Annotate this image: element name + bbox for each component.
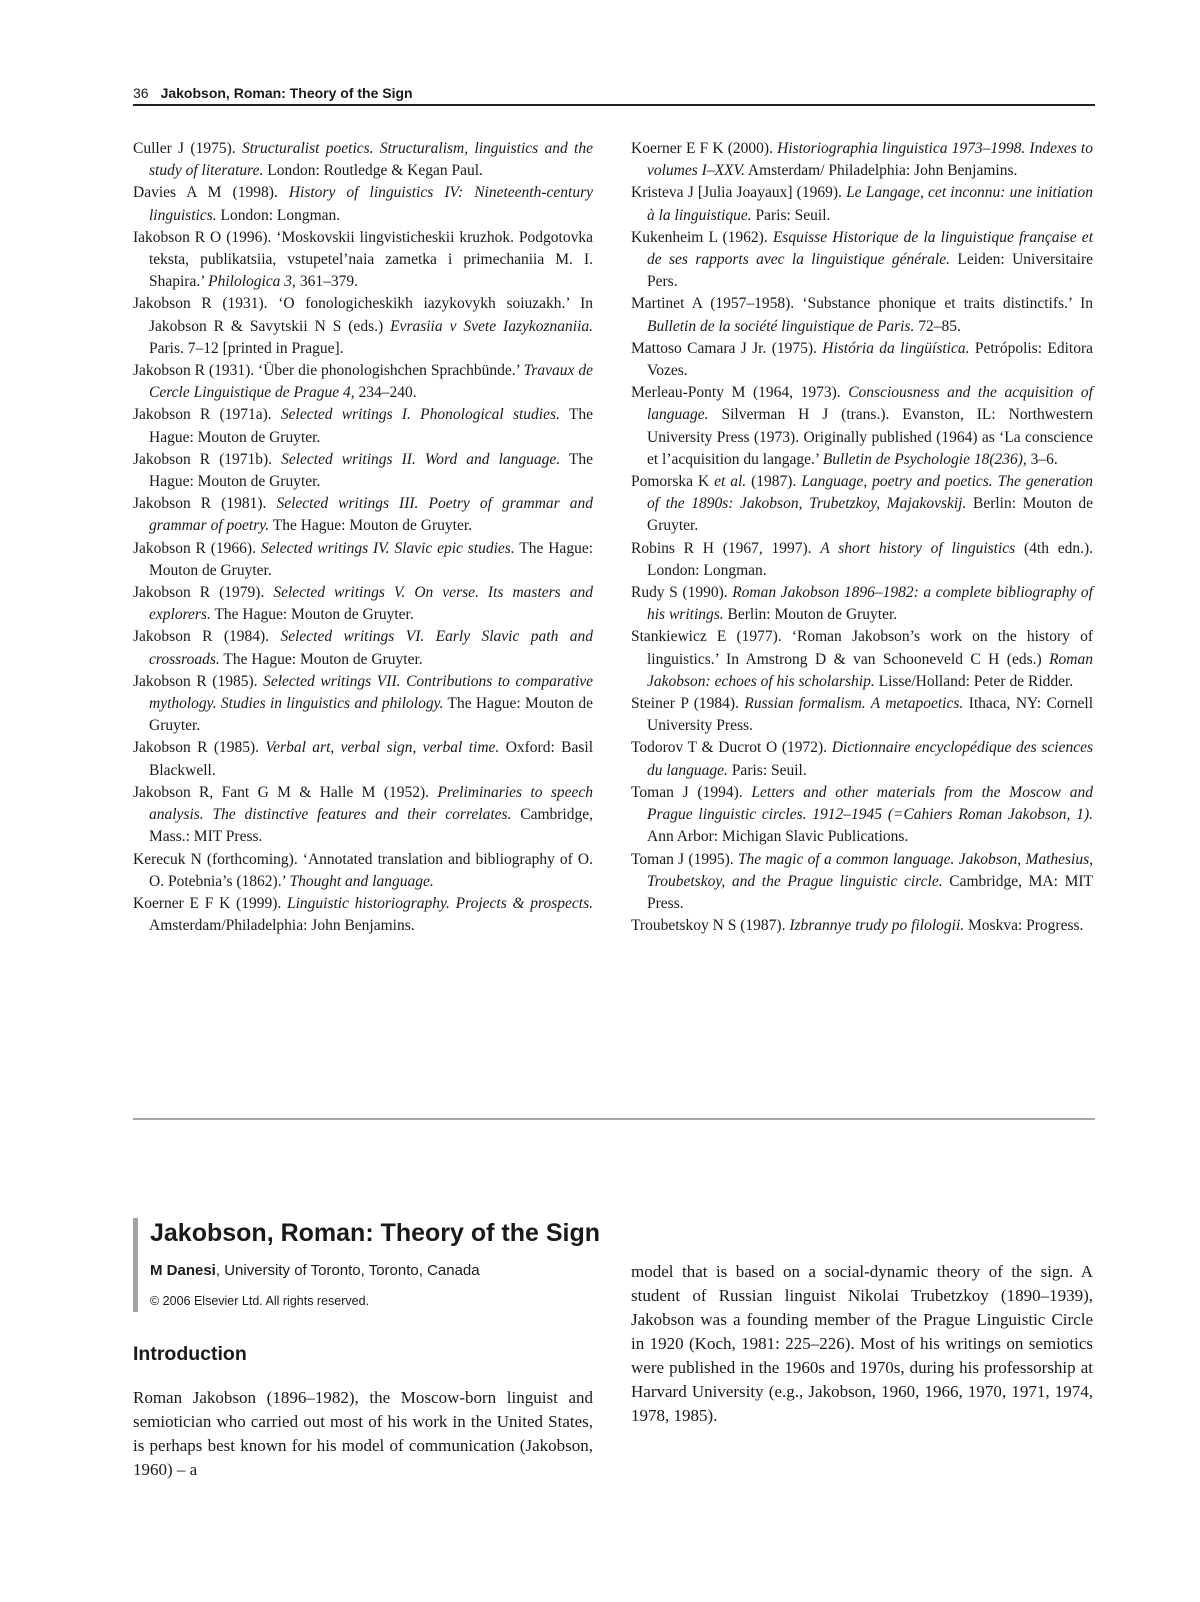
references-right-column xyxy=(631,138,1093,937)
reference-entry: Kerecuk N (forthcoming). ‘Annotated translation and bibliography of O. O. Potebnia’s (1862).’ Thought and language. xyxy=(133,850,593,890)
article-title-bar xyxy=(133,1218,138,1312)
reference-entry: Koerner E F K (1999). Linguistic historiography. Projects & prospects. Amsterdam/Philadelphia: John Benjamins. xyxy=(133,894,593,935)
reference-entry: Jakobson R (1985). Selected writings VII. Contributions to comparative mythology. Studies in linguistics and philology. The Hague: Mouton de Gruyter. xyxy=(133,672,594,735)
reference-entry: Jakobson R (1985). Verbal art, verbal sign, verbal time. Oxford: Basil Blackwell. xyxy=(133,739,594,779)
reference-entry: Mattoso Camara J Jr. (1975). História da lingüística. Petrópolis: Editora Vozes. xyxy=(631,339,1093,380)
reference-entry: Toman J (1995). The magic of a common language. Jakobson, Mathesius, Troubetskoy, and the Prague linguistic circle. Cambridge, MA: MIT Press. xyxy=(631,850,1093,912)
reference-entry: Jakobson R (1966). Selected writings IV. Slavic epic studies. The Hague: Mouton de Gruyter. xyxy=(133,539,593,579)
intro-paragraph-right: model that is based on a social-dynamic theory of the sign. A student of Russian linguist Nikolai Trubetzkoy (1890–1939), Jakobson was a founding member of the Prague Linguistic Circle in 1920 (Koch, 1981: 225–226). Most of his writings on semiotics were published in the 1960s and 1970s, during his professorship at Harvard University (e.g., Jakobson, 1960, 1966, 1970, 1971, 1974, 1978, 1985). xyxy=(631,1262,1093,1425)
reference-entry: Culler J (1975). Structuralist poetics. Structuralism, linguistics and the study of literature. London: Routledge & Kegan Paul. xyxy=(133,140,593,180)
reference-entry: Jakobson R (1931). ‘O fonologicheskikh iazykovykh soiuzakh.’ In Jakobson R & Savytskii N S (eds.) Evrasiia v Svete Iazykoznaniia. Paris. 7–12 [printed in Prague]. xyxy=(133,295,594,357)
reference-entry: Jakobson R (1981). Selected writings III. Poetry of grammar and grammar of poetry. The Hague: Mouton de Gruyter. xyxy=(133,495,594,535)
running-title: Jakobson, Roman: Theory of the Sign xyxy=(160,85,413,101)
reference-entry: Todorov T & Ducrot O (1972). Dictionnaire encyclopédique des sciences du language. Paris: Seuil. xyxy=(631,739,1094,779)
reference-entry: Rudy S (1990). Roman Jakobson 1896–1982: a complete bibliography of his writings. Berlin: Mouton de Gruyter. xyxy=(631,584,1093,624)
reference-entry: Iakobson R O (1996). ‘Moskovskii lingvisticheskii kruzhok. Podgotovka teksta, publikatsiia, vstupetel’naia zametka i primechaniia M. I. Shapira.’ Philologica 3, 361–379. xyxy=(133,228,593,291)
reference-entry: Martinet A (1957–1958). ‘Substance phonique et traits distinctifs.’ In Bulletin de la société linguistique de Paris. 72–85. xyxy=(631,295,1093,335)
references-left-column xyxy=(133,138,593,937)
reference-entry: Jakobson R, Fant G M & Halle M (1952). Preliminaries to speech analysis. The distinctive features and their correlates. Cambridge, Mass.: MIT Press. xyxy=(133,783,593,846)
reference-entry: Davies A M (1998). History of linguistics IV: Nineteenth-century linguistics. London: Longman. xyxy=(133,184,593,224)
reference-entry: Jakobson R (1931). ‘Über die phonologishchen Sprachbünde.’ Travaux de Cercle Linguistique de Prague 4, 234–240. xyxy=(133,362,594,402)
reference-entry: Jakobson R (1971a). Selected writings I. Phonological studies. The Hague: Mouton de Gruyter. xyxy=(133,406,593,446)
reference-entry: Merleau-Ponty M (1964, 1973). Consciousness and the acquisition of language. Silverman H J (trans.). Evanston, IL: Northwestern University Press (1973). Originally published (1964) as ‘La conscience et l’acquisition du langage.’ Bulletin de Psychologie 18(236), 3–6. xyxy=(631,384,1093,468)
reference-entry: Steiner P (1984). Russian formalism. A metapoetics. Ithaca, NY: Cornell University Press. xyxy=(631,695,1094,735)
article-title: Jakobson, Roman: Theory of the Sign xyxy=(150,1219,601,1247)
reference-entry: Jakobson R (1984). Selected writings VI. Early Slavic path and crossroads. The Hague: Mouton de Gruyter. xyxy=(133,628,593,668)
reference-entry: Troubetskoy N S (1987). Izbrannye trudy po filologii. Moskva: Progress. xyxy=(631,917,1084,935)
reference-entry: Robins R H (1967, 1997). A short history of linguistics (4th edn.). London: Longman. xyxy=(631,539,1093,579)
running-header xyxy=(133,82,1095,106)
copyright-notice: © 2006 Elsevier Ltd. All rights reserved. xyxy=(150,1294,370,1308)
reference-entry: Stankiewicz E (1977). ‘Roman Jakobson’s work on the history of linguistics.’ In Amstrong D & van Schooneveld C H (eds.) Roman Jakobson: echoes of his scholarship. Lisse/Holland: Peter de Ridder. xyxy=(631,628,1093,690)
author-affiliation: , University of Toronto, Toronto, Canada xyxy=(215,1262,480,1279)
reference-entry: Jakobson R (1979). Selected writings V. On verse. Its masters and explorers. The Hague: Mouton de Gruyter. xyxy=(133,584,593,624)
section-divider xyxy=(133,1118,1095,1120)
author-name: M Danesi xyxy=(150,1262,216,1279)
intro-paragraph-left: Roman Jakobson (1896–1982), the Moscow-born linguist and semiotician who carried out most of his work in the United States, is perhaps best known for his model of communication (Jakobson, 1960) – a xyxy=(133,1388,593,1479)
reference-entry: Koerner E F K (2000). Historiographia linguistica 1973–1998. Indexes to volumes I–XXV. Amsterdam/ Philadelphia: John Benjamins. xyxy=(631,140,1093,180)
reference-entry: Kukenheim L (1962). Esquisse Historique de la linguistique française et de ses rapports avec la linguistique générale. Leiden: Universitaire Pers. xyxy=(631,228,1093,291)
author-line xyxy=(150,1261,480,1281)
section-heading-introduction: Introduction xyxy=(133,1343,247,1365)
reference-entry: Kristeva J [Julia Joayaux] (1969). Le Langage, cet inconnu: une initiation à la linguistique. Paris: Seuil. xyxy=(631,184,1093,224)
page-number: 36 xyxy=(133,85,149,101)
reference-entry: Jakobson R (1971b). Selected writings II. Word and language. The Hague: Mouton de Gruyter. xyxy=(133,450,593,491)
reference-entry: Toman J (1994). Letters and other materials from the Moscow and Prague linguistic circles. 1912–1945 (=Cahiers Roman Jakobson, 1). Ann Arbor: Michigan Slavic Publications. xyxy=(631,783,1093,846)
reference-entry: Pomorska K et al. (1987). Language, poetry and poetics. The generation of the 1890s: Jakobson, Trubetzkoy, Majakovskij. Berlin: Mouton de Gruyter. xyxy=(631,473,1093,535)
